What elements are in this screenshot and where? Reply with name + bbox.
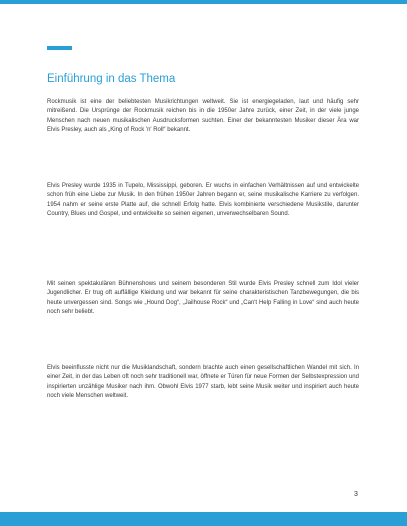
section-title: Einführung in das Thema [47,73,176,85]
top-accent-bar [0,0,407,4]
paragraph-stage-shows: Mit seinen spektakulären Bühnenshows und seinem besonderen Stil wurde Elvis Presley schnell zum Idol vieler Jugendlicher. Er trug oft auffällige Kleidung und war bekannt für seine charakteristischen Tanzbewegungen, die bis heute unvergessen sind. Songs wie „Hound Dog“, „Jailhouse Rock“ und „Can't Help Falling in Love“ sind auch heute noch sehr beliebt. [47,281,359,315]
bottom-accent-bar [0,512,407,526]
title-accent-dash [47,46,72,50]
paragraph-intro: Rockmusik ist eine der beliebtesten Musikrichtungen weltweit. Sie ist energiegeladen, laut und häufig sehr mitreißend. Die Ursprünge der Rockmusik reichen bis in die 1950er Jahre zurück, einer Zeit, in der viele junge Menschen nach neuen musikalischen Ausdrucksformen suchten. Einer der bekanntesten Musiker dieser Ära war Elvis Presley, auch als „King of Rock 'n' Roll“ bekannt. [47,99,359,133]
page-number: 3 [354,491,358,498]
paragraph-biography: Elvis Presley wurde 1935 in Tupelo, Mississippi, geboren. Er wuchs in einfachen Verhältnissen auf und entwickelte schon früh eine Liebe zur Musik. In den frühen 1950er Jahren begann er, seine musikalische Karriere zu verfolgen. 1954 nahm er seine erste Platte auf, die schnell Erfolg hatte. Elvis kombinierte verschiedene Musikstile, darunter Country, Blues und Gospel, und entwickelte so seinen eigenen, unverwechselbaren Sound. [47,183,359,217]
paragraph-legacy: Elvis beeinflusste nicht nur die Musiklandschaft, sondern brachte auch einen gesellschaftlichen Wandel mit sich. In einer Zeit, in der das Leben oft noch sehr traditionell war, öffnete er Türen für neue Formen der Selbstexpression und inspirierten unzählige Musiker nach ihm. Obwohl Elvis 1977 starb, lebt seine Musik weiter und inspiriert auch heute noch viele Menschen weltweit. [47,365,359,399]
